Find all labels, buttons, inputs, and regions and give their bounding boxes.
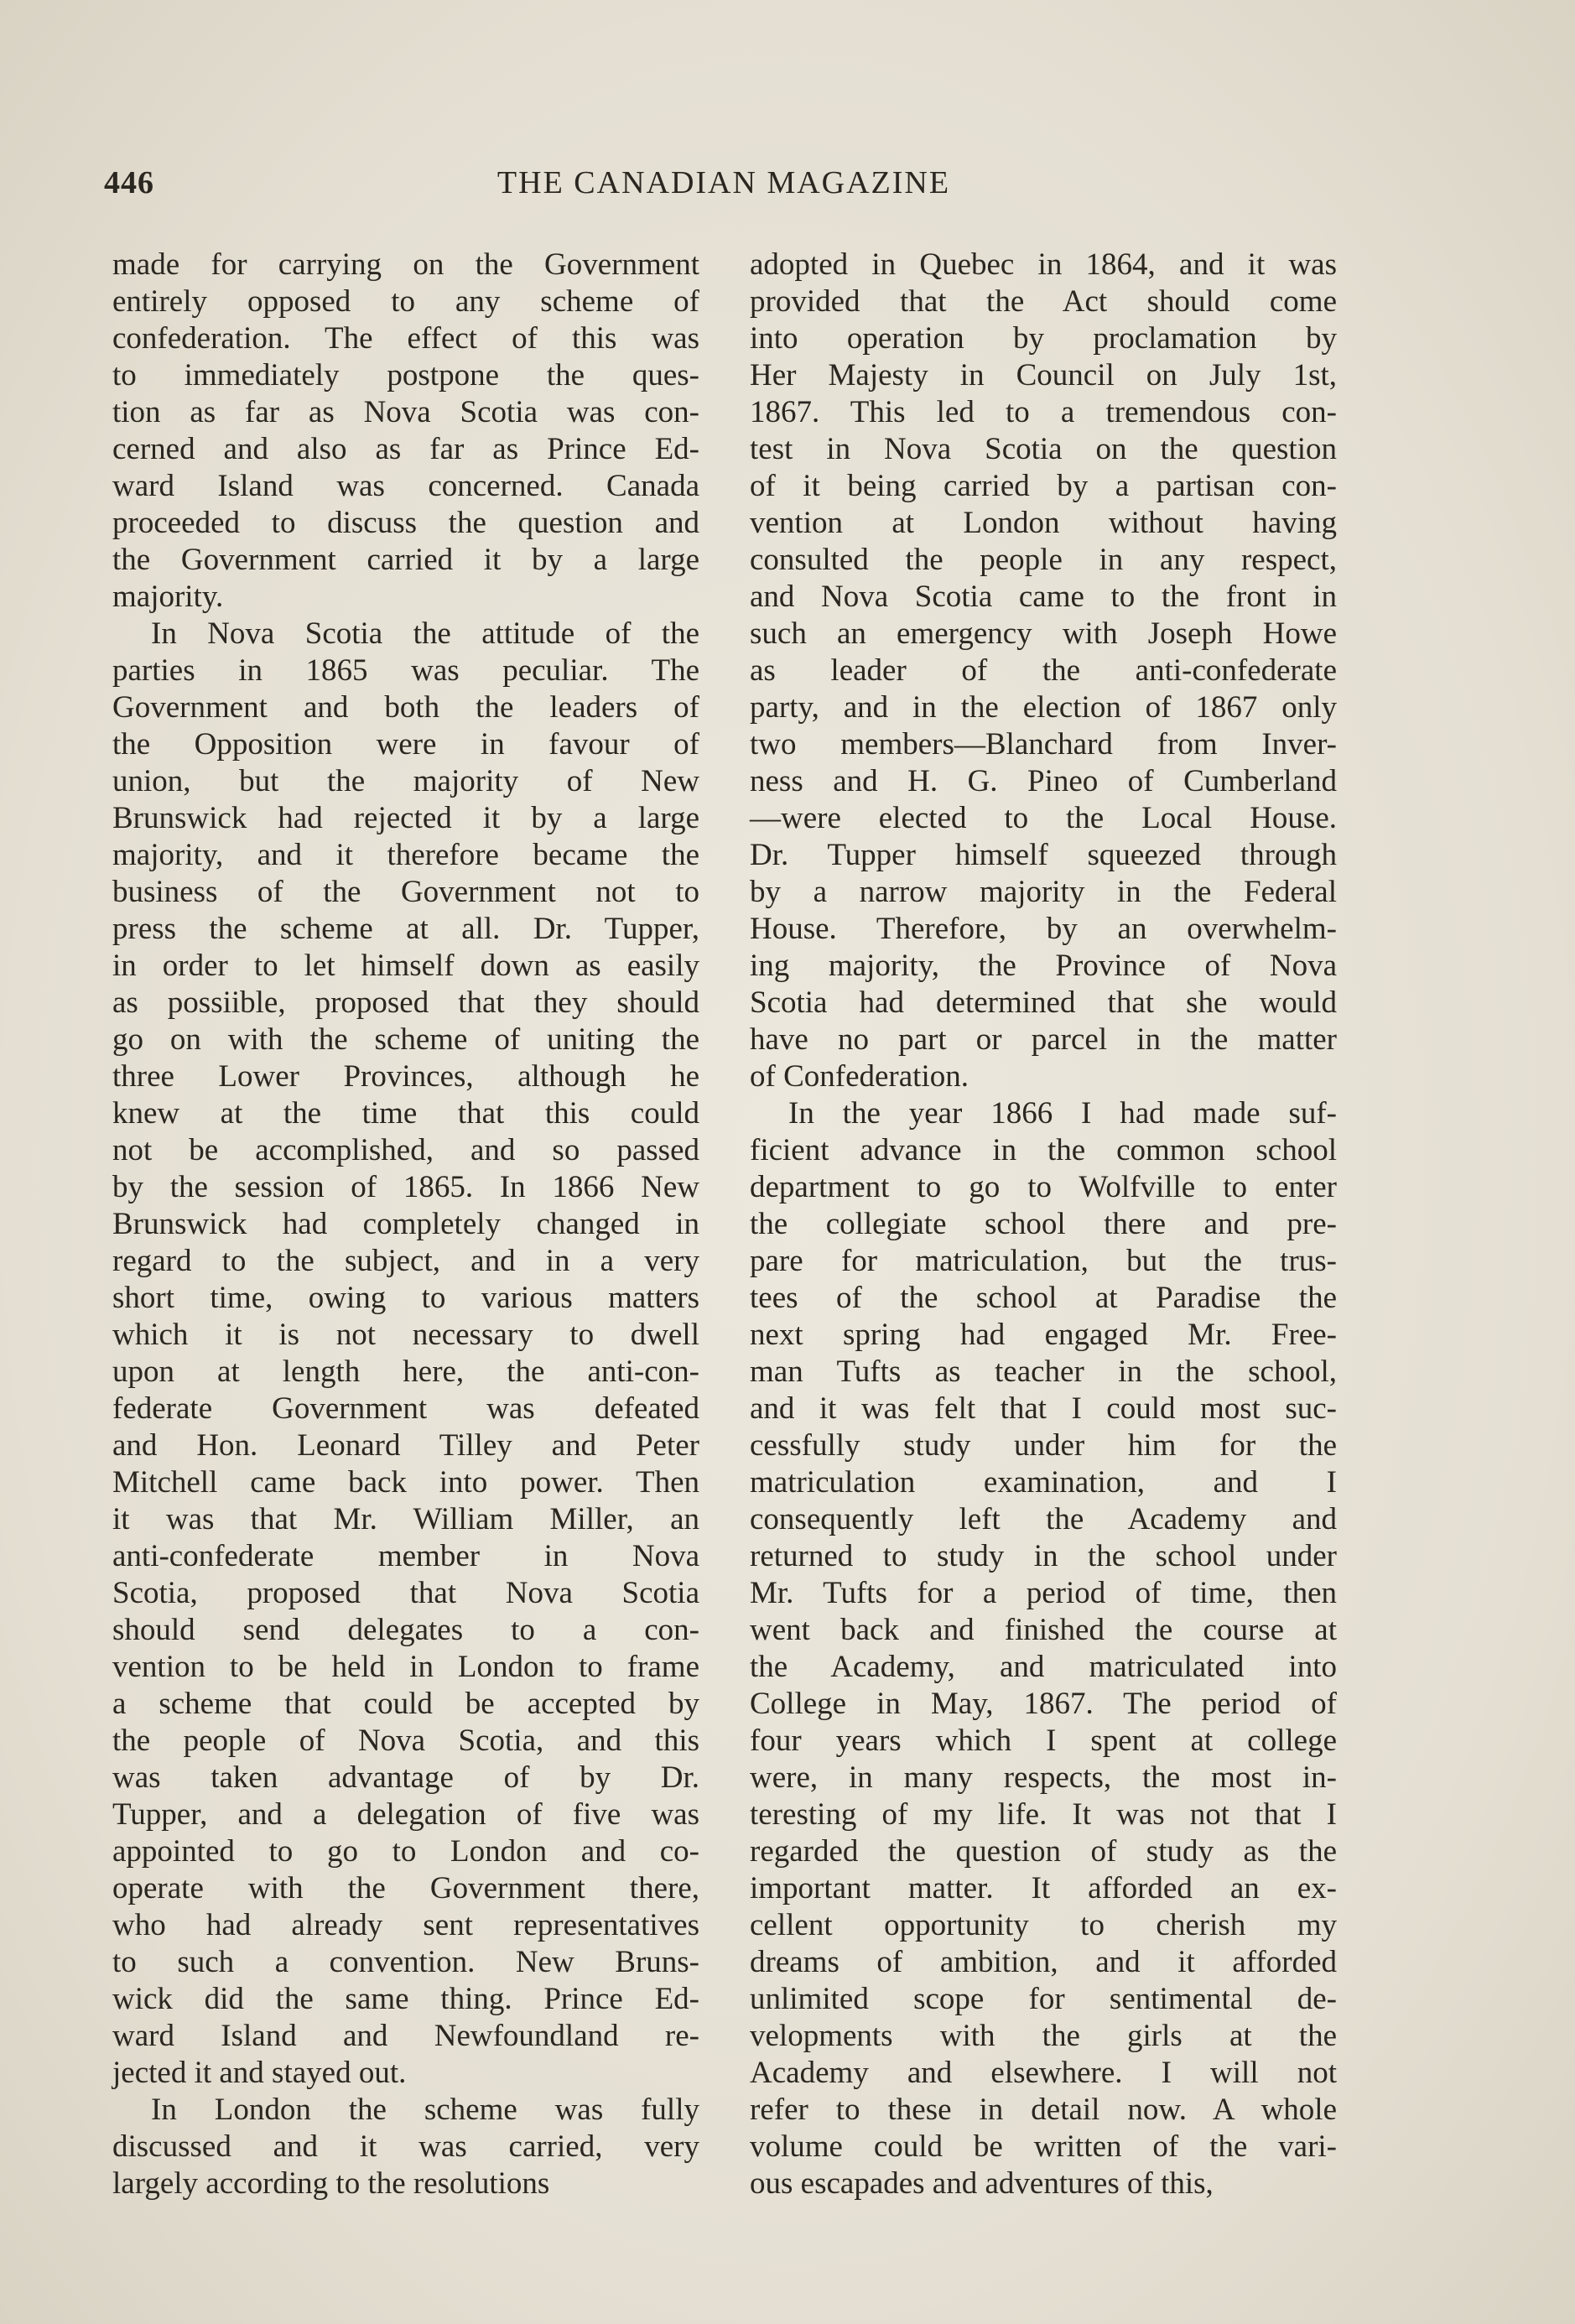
- text-line: vention at London without having: [750, 506, 1337, 540]
- text-line: discussed and it was carried, very: [112, 2129, 699, 2164]
- text-line: Mr. Tufts for a period of time, then: [750, 1576, 1337, 1610]
- text-line: majority, and it therefore became the: [112, 838, 699, 872]
- text-line: parties in 1865 was peculiar. The: [112, 653, 699, 688]
- text-line: Academy and elsewhere. I will not: [750, 2056, 1337, 2090]
- text-line: In Nova Scotia the attitude of the: [151, 616, 699, 651]
- text-line: as possiible, proposed that they should: [112, 985, 699, 1020]
- text-line: pare for matriculation, but the trus-: [750, 1244, 1337, 1278]
- text-line: regarded the question of study as the: [750, 1834, 1337, 1869]
- text-line: important matter. It afforded an ex-: [750, 1871, 1337, 1905]
- text-line: provided that the Act should come: [750, 284, 1337, 319]
- text-line: volume could be written of the vari-: [750, 2129, 1337, 2164]
- text-line: unlimited scope for sentimental de-: [750, 1982, 1337, 2016]
- text-line: In London the scheme was fully: [151, 2093, 699, 2127]
- text-line: knew at the time that this could: [112, 1096, 699, 1131]
- text-line: next spring had engaged Mr. Free-: [750, 1318, 1337, 1352]
- text-line: teresting of my life. It was not that I: [750, 1797, 1337, 1832]
- text-line: union, but the majority of New: [112, 764, 699, 798]
- text-line: Mitchell came back into power. Then: [112, 1465, 699, 1500]
- text-line: three Lower Provinces, although he: [112, 1059, 699, 1094]
- text-line: tion as far as Nova Scotia was con-: [112, 395, 699, 429]
- text-line: cerned and also as far as Prince Ed-: [112, 432, 699, 466]
- text-line: appointed to go to London and co-: [112, 1834, 699, 1869]
- text-line: four years which I spent at college: [750, 1724, 1337, 1758]
- text-line: House. Therefore, by an overwhelm-: [750, 912, 1337, 946]
- text-line: Tupper, and a delegation of five was: [112, 1797, 699, 1832]
- text-line: was taken advantage of by Dr.: [112, 1760, 699, 1795]
- text-line: which it is not necessary to dwell: [112, 1318, 699, 1352]
- text-line: into operation by proclamation by: [750, 321, 1337, 356]
- text-line: federate Government was defeated: [112, 1391, 699, 1426]
- text-line: Her Majesty in Council on July 1st,: [750, 358, 1337, 393]
- text-line: matriculation examination, and I: [750, 1465, 1337, 1500]
- text-line: ness and H. G. Pineo of Cumberland: [750, 764, 1337, 798]
- text-line: the Government carried it by a large: [112, 543, 699, 577]
- text-line: in order to let himself down as easily: [112, 949, 699, 983]
- text-line: as leader of the anti-confederate: [750, 653, 1337, 688]
- text-line: Dr. Tupper himself squeezed through: [750, 838, 1337, 872]
- text-line: ous escapades and adventures of this,: [750, 2166, 1214, 2201]
- text-line: man Tufts as teacher in the school,: [750, 1354, 1337, 1389]
- text-line: proceeded to discuss the question and: [112, 506, 699, 540]
- page-header: [104, 164, 1344, 206]
- text-line: the Academy, and matriculated into: [750, 1650, 1337, 1684]
- text-line: consequently left the Academy and: [750, 1502, 1337, 1536]
- text-line: to immediately postpone the ques-: [112, 358, 699, 393]
- text-line: of it being carried by a partisan con-: [750, 469, 1337, 503]
- text-line: ward Island was concerned. Canada: [112, 469, 699, 503]
- text-line: and it was felt that I could most suc-: [750, 1391, 1337, 1426]
- text-line: In the year 1866 I had made suf-: [788, 1096, 1337, 1131]
- text-line: anti-confederate member in Nova: [112, 1539, 699, 1573]
- text-line: College in May, 1867. The period of: [750, 1687, 1337, 1721]
- text-line: the collegiate school there and pre-: [750, 1207, 1337, 1241]
- text-line: made for carrying on the Government: [112, 247, 699, 282]
- text-line: two members—Blanchard from Inver-: [750, 727, 1337, 762]
- text-line: cessfully study under him for the: [750, 1428, 1337, 1463]
- text-line: ing majority, the Province of Nova: [750, 949, 1337, 983]
- text-line: operate with the Government there,: [112, 1871, 699, 1905]
- text-line: largely according to the resolutions: [112, 2166, 550, 2201]
- text-line: who had already sent representatives: [112, 1908, 699, 1942]
- text-line: test in Nova Scotia on the question: [750, 432, 1337, 466]
- text-line: —were elected to the Local House.: [750, 801, 1337, 835]
- text-line: by a narrow majority in the Federal: [750, 875, 1337, 909]
- text-line: business of the Government not to: [112, 875, 699, 909]
- text-line: vention to be held in London to frame: [112, 1650, 699, 1684]
- text-line: press the scheme at all. Dr. Tupper,: [112, 912, 699, 946]
- text-line: not be accomplished, and so passed: [112, 1133, 699, 1167]
- text-line: Government and both the leaders of: [112, 690, 699, 725]
- text-line: dreams of ambition, and it afforded: [750, 1945, 1337, 1979]
- text-line: wick did the same thing. Prince Ed-: [112, 1982, 699, 2016]
- text-line: velopments with the girls at the: [750, 2019, 1337, 2053]
- text-line: party, and in the election of 1867 only: [750, 690, 1337, 725]
- text-line: Brunswick had completely changed in: [112, 1207, 699, 1241]
- text-line: go on with the scheme of uniting the: [112, 1022, 699, 1057]
- text-line: ward Island and Newfoundland re-: [112, 2019, 699, 2053]
- text-line: returned to study in the school under: [750, 1539, 1337, 1573]
- text-line: by the session of 1865. In 1866 New: [112, 1170, 699, 1204]
- text-line: the Opposition were in favour of: [112, 727, 699, 762]
- text-line: the people of Nova Scotia, and this: [112, 1724, 699, 1758]
- text-line: Scotia had determined that she would: [750, 985, 1337, 1020]
- text-line: regard to the subject, and in a very: [112, 1244, 699, 1278]
- text-line: a scheme that could be accepted by: [112, 1687, 699, 1721]
- text-line: refer to these in detail now. A whole: [750, 2093, 1337, 2127]
- running-title: THE CANADIAN MAGAZINE: [496, 165, 951, 200]
- text-line: and Hon. Leonard Tilley and Peter: [112, 1428, 699, 1463]
- right-column: [750, 247, 1337, 2202]
- text-line: majority.: [112, 580, 224, 614]
- text-line: and Nova Scotia came to the front in: [750, 580, 1337, 614]
- text-line: cellent opportunity to cherish my: [750, 1908, 1337, 1942]
- text-line: have no part or parcel in the matter: [750, 1022, 1337, 1057]
- text-line: such an emergency with Joseph Howe: [750, 616, 1337, 651]
- text-line: Brunswick had rejected it by a large: [112, 801, 699, 835]
- text-line: confederation. The effect of this was: [112, 321, 699, 356]
- text-line: it was that Mr. William Miller, an: [112, 1502, 699, 1536]
- text-line: short time, owing to various matters: [112, 1281, 699, 1315]
- text-line: should send delegates to a con-: [112, 1613, 699, 1647]
- text-line: consulted the people in any respect,: [750, 543, 1337, 577]
- text-line: adopted in Quebec in 1864, and it was: [750, 247, 1337, 282]
- text-line: ficient advance in the common school: [750, 1133, 1337, 1167]
- text-line: tees of the school at Paradise the: [750, 1281, 1337, 1315]
- text-line: Scotia, proposed that Nova Scotia: [112, 1576, 699, 1610]
- text-line: 1867. This led to a tremendous con-: [750, 395, 1337, 429]
- text-line: went back and finished the course at: [750, 1613, 1337, 1647]
- text-line: department to go to Wolfville to enter: [750, 1170, 1337, 1204]
- text-line: were, in many respects, the most in-: [750, 1760, 1337, 1795]
- text-line: entirely opposed to any scheme of: [112, 284, 699, 319]
- page-number: 446: [104, 165, 154, 200]
- text-line: of Confederation.: [750, 1059, 969, 1094]
- left-column: [112, 247, 699, 2202]
- text-line: to such a convention. New Bruns-: [112, 1945, 699, 1979]
- text-line: jected it and stayed out.: [112, 2056, 407, 2090]
- text-line: upon at length here, the anti-con-: [112, 1354, 699, 1389]
